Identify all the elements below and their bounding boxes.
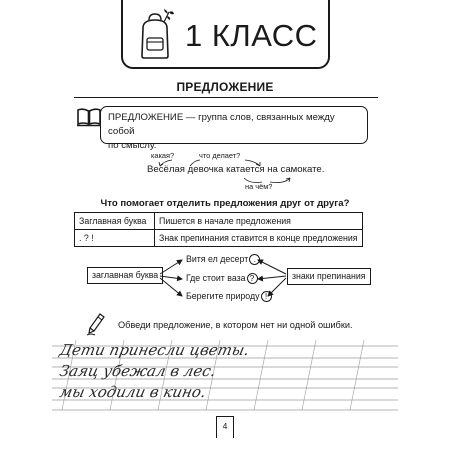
page-number: 4 xyxy=(216,416,234,438)
sentence-text: Где стоит ваза xyxy=(186,273,246,283)
punctuation-box: знаки препинания xyxy=(287,268,371,285)
example-sentence: Весёлая девочка катается на самокате. xyxy=(147,164,325,175)
table-cell: Заглавная буква xyxy=(75,213,155,230)
definition-box xyxy=(100,106,368,151)
question-predicate: что делает? xyxy=(199,151,241,160)
sentence-text: Витя ел десерт xyxy=(186,254,249,264)
handwriting-line-1[interactable]: Дети принесли цветы. xyxy=(58,341,251,359)
class-title: 1 КЛАСС xyxy=(185,18,318,53)
book-icon xyxy=(76,107,102,127)
section-title: ПРЕДЛОЖЕНИЕ xyxy=(176,80,274,94)
table-row xyxy=(75,213,363,230)
definition-text: — группа слов, связанных между собой xyxy=(108,112,335,137)
table-row xyxy=(75,230,363,247)
header-tab xyxy=(121,0,330,69)
capital-letter-box: заглавная буква xyxy=(87,267,163,284)
punctuation-mark: ! xyxy=(261,291,272,302)
question-object: на чём? xyxy=(245,182,273,191)
definition-term: ПРЕДЛОЖЕНИЕ xyxy=(108,112,184,123)
rules-table xyxy=(74,212,363,247)
punctuation-mark: . xyxy=(249,254,260,265)
pencil-icon xyxy=(86,312,106,336)
question-subject: какая? xyxy=(151,151,175,160)
punctuation-mark: ? xyxy=(247,273,258,284)
backpack-icon xyxy=(133,8,177,60)
section-divider xyxy=(74,97,378,98)
handwriting-line-3[interactable]: мы ходили в кино. xyxy=(58,383,208,401)
task-instruction: Обведи предложение, в котором нет ни одной ошибки. xyxy=(118,320,353,330)
question-heading: Что помогает отделить предложения друг от друга? xyxy=(100,198,350,209)
diagram-sentence-3 xyxy=(186,291,272,302)
handwriting-area xyxy=(52,340,398,412)
handwriting-line-2[interactable]: Заяц убежал в лес. xyxy=(58,362,218,380)
definition-text-continued: по смыслу. xyxy=(108,140,157,151)
table-cell: . ? ! xyxy=(75,230,155,247)
diagram-sentence-1 xyxy=(186,254,260,265)
table-cell: Пишется в начале предложения xyxy=(155,213,363,230)
sentence-text: Берегите природу xyxy=(186,291,260,301)
table-cell: Знак препинания ставится в конце предложения xyxy=(155,230,363,247)
diagram-sentence-2 xyxy=(186,273,258,284)
